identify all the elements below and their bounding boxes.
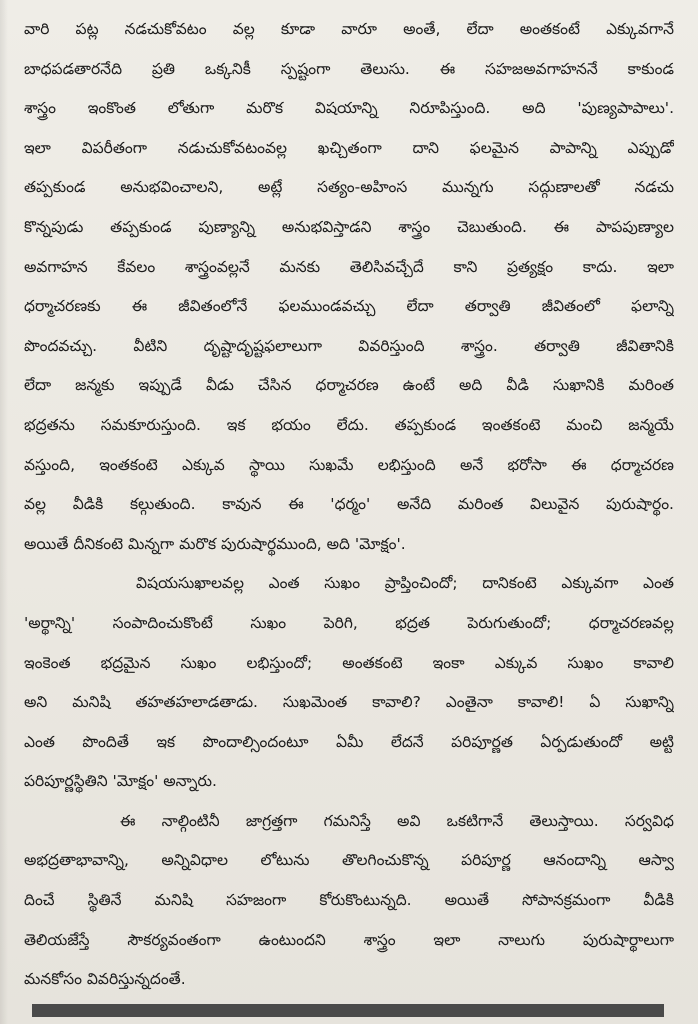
text-line: ఇంకెంత భద్రమైన సుఖం లభిస్తుందో; అంతకంటె ఇంకా ఎక్కువ సుఖం కావాలి [24, 653, 674, 672]
text-line: తెలియజేస్తే సౌకర్యవంతంగా ఉంటుందని శాస్త్రం ఇలా నాలుగు పురుషార్థాలుగా [24, 930, 674, 949]
text-line: అభద్రతాభావాన్ని, అన్నివిధాల లోటును తొలగించుకొన్న పరిపూర్ణ ఆనందాన్ని ఆస్వా [24, 851, 674, 870]
bottom-dark-rule [32, 1004, 664, 1017]
text-line: వల్ల వీడికి కల్గుతుంది. కావున ఈ 'ధర్మం' అనేది మరింత విలువైన పురుషార్థం. [24, 495, 674, 514]
text-line: లేదా జన్మకు ఇప్పుడే వీడు చేసిన ధర్మాచరణ ఉంటే అది వీడి సుఖానికి మరింత [24, 376, 674, 395]
text-line: భద్రతను సమకూరుస్తుంది. ఇక భయం లేదు. తప్పకుండ ఇంతకంటె మంచి జన్మయే [24, 415, 674, 434]
text-line: 'అర్థాన్ని' సంపాదించుకొంటే సుఖం పెరిగి, భద్రత పెరుగుతుందో; ధర్మాచరణవల్ల [24, 613, 674, 632]
text-line: వస్తుంది, ఇంతకంటె ఎక్కువ స్థాయి సుఖమే లభిస్తుంది అనే భరోసా ఈ ధర్మాచరణ [24, 455, 674, 474]
telugu-text-body [24, 10, 674, 1000]
text-line: కొన్నపుడు తప్పకుండ పుణ్యాన్ని అనుభవిస్తాడని శాస్త్రం చెబుతుంది. ఈ పాపపుణ్యాల [24, 217, 674, 236]
paragraph-start-line: ఈ నాల్గింటినీ జాగ్రత్తగా గమనిస్తే అవి ఒకటిగానే తెలుస్తాయి. సర్వవిధ [120, 811, 674, 830]
text-line: ఇలా విపరీతంగా నడుచుకోవటంవల్ల ఖచ్చితంగా దాని ఫలమైన పాపాన్ని ఎప్పుడో [24, 138, 674, 157]
text-line: దించే స్థితినే మనిషి సహజంగా కోరుకొంటున్నది. అయితే సోపానక్రమంగా వీడికి [24, 891, 674, 910]
text-line: పొందవచ్చు. వీటిని దృష్టాదృష్టఫలాలుగా వివరిస్తుంది శాస్త్రం. తర్వాతి జీవితానికి [24, 336, 674, 355]
text-line: తప్పకుండ అనుభవించాలని, అట్లే సత్యం-అహింస మున్నగు సద్గుణాలతో నడచు [24, 178, 674, 197]
text-line: మనకోసం వివరిస్తున్నదంతే. [24, 970, 186, 989]
text-line: వారి పట్ల నడచుకోవటం వల్ల కూడా వారూ అంతే, లేదా అంతకంటే ఎక్కువగానే [24, 20, 674, 38]
text-line: అయితే దీనికంటె మిన్నగా మరొక పురుషార్థముంది, అది 'మోక్షం'. [24, 534, 406, 553]
text-line: శాస్త్రం ఇంకొంత లోతుగా మరొక విషయాన్ని నిరూపిస్తుంది. అది 'పుణ్యపాపాలు'. [24, 99, 674, 118]
text-line: ధర్మాచరణకు ఈ జీవితంలోనే ఫలముండవచ్చు లేదా తర్వాతి జీవితంలో ఫలాన్ని [24, 297, 674, 316]
text-line: అని మనిషి తహతహలాడతాడు. సుఖమెంత కావాలి? ఎంతైనా కావాలి! ఏ సుఖాన్ని [24, 693, 674, 712]
text-line: పరిపూర్ణస్థితిని 'మోక్షం' అన్నారు. [24, 772, 217, 791]
page-edge-shadow [0, 0, 8, 1024]
text-line: బాధపడతారనేది ప్రతి ఒక్కనికీ స్పష్టంగా తెలుసు. ఈ సహజఅవగాహననే కాకుండ [24, 59, 674, 78]
text-line: అవగాహన కేవలం శాస్త్రంవల్లనే మనకు తెలిసివచ్చేదే కాని ప్రత్యక్షం కాదు. ఇలా [24, 257, 674, 276]
text-line: ఎంత పొందితే ఇక పొందాల్సిందంటూ ఏమీ లేదనే పరిపూర్ణత ఏర్పడుతుందో అట్టి [24, 732, 674, 751]
paragraph-start-line: విషయసుఖాలవల్ల ఎంత సుఖం ప్రాప్తించిందో; దానికంటె ఎక్కువగా ఎంత [136, 574, 674, 593]
